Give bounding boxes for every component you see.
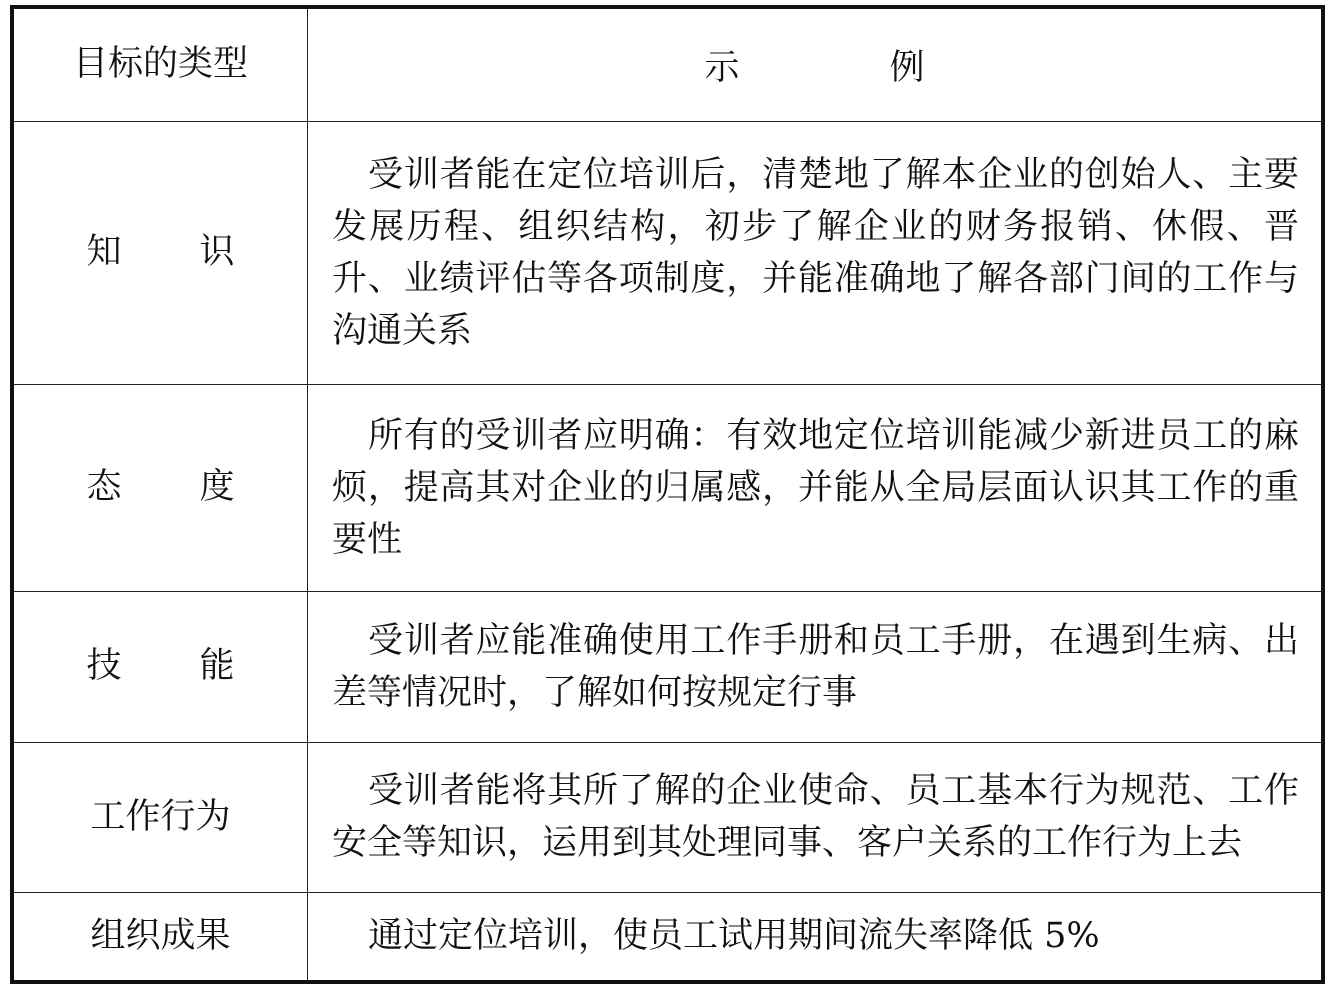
example-cell-attitude: 所有的受训者应明确：有效地定位培训能减少新进员工的麻烦，提高其对企业的归属感，并能从全局层面认识其工作的重要性 [308, 384, 1322, 591]
header-example-cell [308, 9, 1322, 121]
type-cell-attitude [14, 384, 308, 591]
type-char: 知 [86, 232, 122, 272]
example-cell-org-results: 通过定位培训，使员工试用期间流失率降低 5% [308, 892, 1322, 980]
table-row [14, 591, 1321, 742]
type-char: 能 [199, 646, 235, 686]
type-char: 技 [86, 646, 122, 686]
type-char: 态 [86, 467, 122, 507]
type-cell-skill [14, 591, 308, 742]
type-label: 工作行为 [90, 796, 231, 837]
type-char: 识 [199, 232, 235, 272]
header-type-cell [14, 9, 308, 121]
header-example-char2: 例 [889, 47, 925, 88]
example-cell-knowledge: 受训者能在定位培训后，清楚地了解本企业的创始人、主要发展历程、组织结构，初步了解企业的财务报销、休假、晋升、业绩评估等各项制度，并能准确地了解各部门间的工作与沟通关系 [308, 121, 1322, 384]
table-row [14, 384, 1321, 591]
type-cell-knowledge [14, 121, 308, 384]
header-example-char1: 示 [704, 47, 740, 88]
table-row [14, 892, 1321, 980]
header-type-label: 目标的类型 [72, 44, 248, 85]
type-char: 度 [199, 467, 235, 507]
objectives-table-grid [14, 9, 1321, 980]
header-row [14, 9, 1321, 121]
objectives-table [10, 5, 1325, 984]
type-cell-org-results [14, 892, 308, 980]
example-cell-skill: 受训者应能准确使用工作手册和员工手册，在遇到生病、出差等情况时，了解如何按规定行事 [308, 591, 1322, 742]
type-cell-work-behavior [14, 742, 308, 892]
table-row [14, 121, 1321, 384]
table-row [14, 742, 1321, 892]
example-cell-work-behavior: 受训者能将其所了解的企业使命、员工基本行为规范、工作安全等知识，运用到其处理同事、客户关系的工作行为上去 [308, 742, 1322, 892]
type-label: 组织成果 [90, 915, 231, 956]
